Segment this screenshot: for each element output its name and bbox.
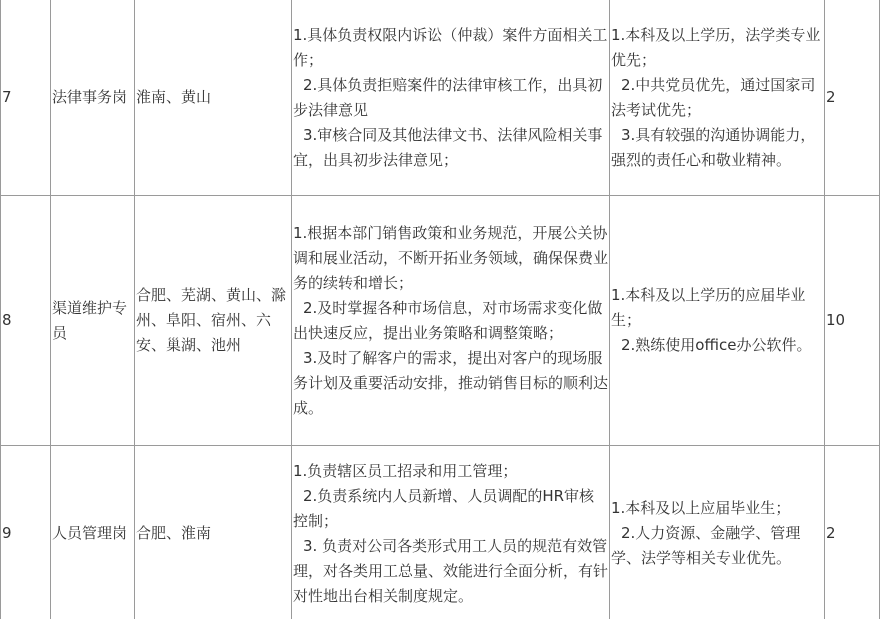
table-row	[1, 0, 880, 196]
duty-item: 1.根据本部门销售政策和业务规范，开展公关协调和展业活动，不断开拓业务领域，确保保费业务的续转和增长；	[293, 223, 609, 292]
table-row	[1, 196, 880, 446]
position-name-cell: 人员管理岗	[51, 446, 135, 619]
headcount-cell: 2	[825, 0, 880, 196]
duties-cell	[292, 446, 610, 619]
requirement-item: 1.本科及以上学历的应届毕业生；	[611, 286, 806, 329]
duty-item: 3.审核合同及其他法律文书、法律风险相关事宜，出具初步法律意见；	[293, 125, 603, 169]
row-number-cell: 9	[1, 446, 51, 619]
position-name-cell: 渠道维护专员	[51, 196, 135, 446]
requirement-item: 2.熟练使用office办公软件。	[621, 336, 812, 354]
requirement-item: 1.本科及以上应届毕业生；	[611, 499, 791, 517]
duty-item: 2.及时掌握各种市场信息，对市场需求变化做出快速反应，提出业务策略和调整策略；	[293, 298, 603, 342]
duty-item: 2.负责系统内人员新增、人员调配的HR审核控制；	[293, 486, 595, 530]
requirement-item: 3.具有较强的沟通协调能力，强烈的责任心和敬业精神。	[611, 125, 816, 169]
duties-cell	[292, 0, 610, 196]
headcount-cell: 2	[825, 446, 880, 619]
requirements-cell	[610, 446, 825, 619]
requirement-item: 2.中共党员优先，通过国家司法考试优先；	[611, 75, 816, 119]
position-name-cell: 法律事务岗	[51, 0, 135, 196]
location-cell: 淮南、黄山	[135, 0, 292, 196]
duty-item: 1.具体负责权限内诉讼（仲裁）案件方面相关工作；	[293, 25, 608, 69]
row-number-cell: 7	[1, 0, 51, 196]
requirement-item: 2.人力资源、金融学、管理学、法学等相关专业优先。	[611, 524, 801, 567]
requirement-item: 1.本科及以上学历，法学类专业优先；	[611, 25, 821, 69]
duty-item: 3. 负责对公司各类形式用工人员的规范有效管理，对各类用工总量、效能进行全面分析，有针对性地出台相关制度规定。	[293, 536, 609, 605]
duty-item: 2.具体负责拒赔案件的法律审核工作，出具初步法律意见	[293, 75, 603, 119]
requirements-cell	[610, 196, 825, 446]
duty-item: 1.负责辖区员工招录和用工管理；	[293, 461, 518, 480]
requirements-cell	[610, 0, 825, 196]
location-cell: 合肥、芜湖、黄山、滁州、阜阳、宿州、六安、巢湖、池州	[135, 196, 292, 446]
headcount-cell: 10	[825, 196, 880, 446]
row-number-cell: 8	[1, 196, 51, 446]
duty-item: 3.及时了解客户的需求，提出对客户的现场服务计划及重要活动安排，推动销售目标的顺利达成。	[293, 348, 609, 417]
table-row	[1, 446, 880, 619]
location-cell: 合肥、淮南	[135, 446, 292, 619]
duties-cell	[292, 196, 610, 446]
